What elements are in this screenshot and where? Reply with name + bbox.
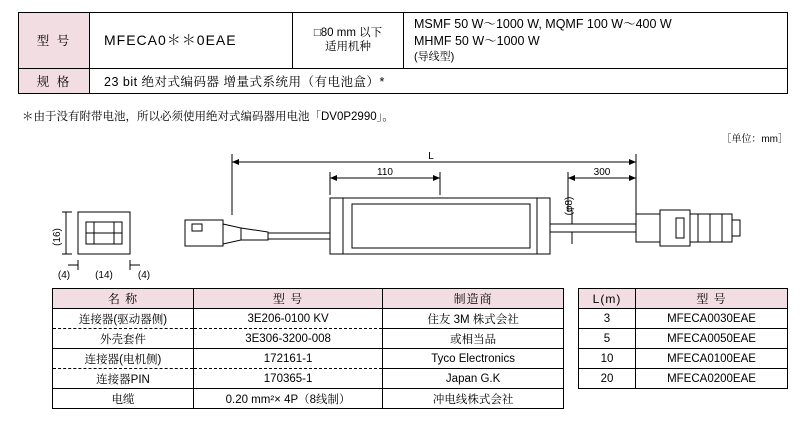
length-value: 5 [579, 329, 636, 349]
dim-label-L: L [428, 151, 434, 162]
cable-drawing-svg [0, 140, 806, 280]
spec-motor-list [404, 13, 788, 69]
part-maker: Tyco Electronics [383, 349, 564, 369]
spec-frame-size [293, 13, 404, 69]
dim-label-110: 110 [377, 167, 393, 178]
battery-note: ＊由于没有附带电池，所以必须使用绝对式编码器用电池「DV0P2990」。 [22, 111, 394, 123]
cable-drawing [0, 140, 806, 280]
table-row [53, 329, 564, 349]
part-model: 3E306-3200-008 [193, 329, 382, 349]
motor-line-1: MSMF 50 W～1000 W, MQMF 100 W～400 W [414, 17, 672, 31]
length-model: MFECA0050EAE [636, 329, 788, 349]
dim-label-4-left: (4) [57, 270, 71, 280]
table-row [579, 349, 788, 369]
length-model: MFECA0100EAE [636, 349, 788, 369]
spec-table [18, 12, 788, 94]
table-row [53, 349, 564, 369]
length-header-row [579, 289, 788, 309]
table-row [53, 389, 564, 409]
spec-label-spec: 规 格 [19, 68, 90, 93]
table-row [579, 329, 788, 349]
motor-line-2: MHMF 50 W～1000 W [414, 33, 540, 48]
table-row [579, 309, 788, 329]
part-maker: Japan G.K [383, 369, 564, 389]
table-row [579, 369, 788, 389]
spec-spec-value: 23 bit 绝对式编码器 增量式系统用（有电池盒）* [90, 68, 788, 93]
length-model: MFECA0200EAE [636, 369, 788, 389]
dim-label-300: 300 [593, 167, 611, 178]
part-name: 外壳套件 [53, 329, 194, 349]
length-value: 10 [579, 349, 636, 369]
length-table [578, 288, 788, 389]
parts-header-maker: 制造商 [383, 289, 564, 309]
frame-size-line2: 适用机种 [325, 41, 371, 54]
part-maker: 住友 3M 株式会社 [383, 309, 564, 329]
part-maker: 冲电线株式会社 [383, 389, 564, 409]
spec-model-value: MFECA0＊＊0EAE [90, 13, 293, 69]
part-model: 3E206-0100 KV [193, 309, 382, 329]
unit-note: ［单位：mm］ [721, 134, 788, 145]
table-row [53, 309, 564, 329]
part-model: 170365-1 [193, 369, 382, 389]
spec-row-spec [19, 68, 788, 93]
dim-label-phi8: (φ8) [564, 196, 575, 216]
length-model: MFECA0030EAE [636, 309, 788, 329]
spec-label-model: 型 号 [19, 13, 90, 69]
part-model: 0.20 mm²× 4P（8线制） [193, 389, 382, 409]
motor-connector-shell [636, 214, 660, 242]
left-plug-body [185, 220, 223, 246]
part-name: 连接器(电机侧) [53, 349, 194, 369]
length-value: 20 [579, 369, 636, 389]
part-name: 连接器PIN [53, 369, 194, 389]
part-model: 172161-1 [193, 349, 382, 369]
length-value: 3 [579, 309, 636, 329]
spec-row-model [19, 13, 788, 69]
table-row [53, 369, 564, 389]
part-name: 电缆 [53, 389, 194, 409]
parts-header-name: 名 称 [53, 289, 194, 309]
dim-label-14: (14) [95, 270, 113, 280]
part-maker: 或相当品 [383, 329, 564, 349]
dim-label-4-right: (4) [137, 270, 151, 280]
length-header-l: L(m) [579, 289, 636, 309]
parts-header-model: 型 号 [193, 289, 382, 309]
length-header-model: 型 号 [636, 289, 788, 309]
dim-label-16: (16) [52, 228, 63, 246]
part-name: 连接器(驱动器侧) [53, 309, 194, 329]
parts-header-row [53, 289, 564, 309]
parts-table [52, 288, 564, 409]
frame-size-line1: □80 mm 以下 [313, 26, 383, 39]
motor-line-3: (导线型) [414, 50, 455, 63]
